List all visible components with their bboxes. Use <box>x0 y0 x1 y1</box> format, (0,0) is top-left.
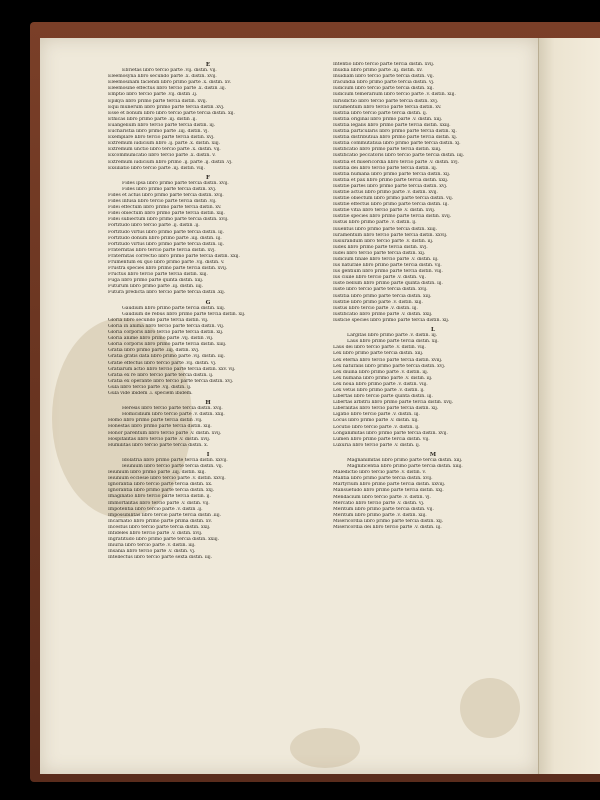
index-entry: Extremum unctio libro tercio parte .x. distin. vij. <box>108 147 221 153</box>
index-entry: Iurisdictio libro tercio parte tercia distin. xvj. <box>333 98 439 104</box>
index-entry: Gratia ex re libro tercio parte tercia distin. ij. <box>108 372 214 378</box>
index-entry: Fidei obiectum libro primo parte tercia distin. xiij. <box>108 211 225 217</box>
index-entry: Iustitie partes libro primo parte tercia distin. xvj. <box>333 183 448 189</box>
index-entry: Ius naturale libro primo parte tercia distin. vij. <box>333 263 442 269</box>
index-entry: Malitia libro primo parte tercia distin. xvij. <box>333 476 433 482</box>
index-entry: Liberalitas libro tercio parte tercia distin. xij. <box>333 406 439 412</box>
index-entry: Iracundia libro primo parte tercia distin. vj. <box>333 80 435 86</box>
index-entry: Impossibilitas libro tercio parte tercia distin .iiij. <box>108 512 221 518</box>
index-entry: Iustitia et misericordia libro tercio parte .v. distin. xvj. <box>333 159 459 165</box>
index-entry: Intellectus libro tercio parte sexta distin. iiij. <box>108 555 213 561</box>
facing-page-edge <box>538 38 600 774</box>
index-entry: Iustus libro primo parte .v. distin. ij. <box>333 220 417 226</box>
index-entry: Ieiunium libro tercio parte tercia distin. vij. <box>122 464 224 469</box>
foxing-stain <box>290 728 360 768</box>
index-entry: Gloria anime libro primo parte .vij. distin .vij. <box>108 336 214 342</box>
index-entry: Hospitalitas libro tercio parte .v. distin. xvij. <box>108 436 211 442</box>
index-entry: Lex eterna libro tercio parte tercia distin. xviij. <box>333 357 443 363</box>
index-entry: Ius gentium libro primo parte tercia distin. viij. <box>333 269 443 275</box>
index-entry: Ieiunium libro primo parte .iiij. distin. xiij. <box>108 470 206 476</box>
index-entry: Libertas libro tercio parte quinta distin. iij. <box>333 394 433 400</box>
index-entry: Iustitie obiectum libro primo parte tercia distin. vij. <box>333 196 454 202</box>
index-entry: Maledictio libro tercio parte .v. distin. v. <box>333 470 426 476</box>
index-entry: Iudicium libro tercio parte tercia distin. xij. <box>333 86 434 92</box>
section-letter: F <box>206 174 210 181</box>
index-entry: Laus dei libro tercio parte .v. distin. viij. <box>333 345 426 351</box>
index-entry: Longanimitas libro primo parte tercia distin. xvij. <box>333 430 448 436</box>
index-entry: Iustitia humana libro primo parte tercia distin. xij. <box>333 171 451 177</box>
index-entry: Epikya libro primo parte tercia distin. xvij. <box>108 98 208 104</box>
index-entry: Exsiliatio libro tercio parte .iij. distin. viij. <box>108 165 205 171</box>
index-entry: Fortitudo donum libro primo parte .iiij. distin. iij. <box>108 235 222 241</box>
index-entry: Libertas arbitrii libro primo parte tercia distin. xvij. <box>333 400 454 406</box>
index-entry: Iuramentum libro tercio parte tercia distin. xv. <box>333 104 442 110</box>
index-entry: Infideles libro tercio parte .v. distin. xvij. <box>108 531 203 537</box>
index-entry: Iudicium temerarium libro tercio parte .v. distin. xiij. <box>333 92 456 98</box>
index-entry: Locus libro primo parte .v. distin. xij. <box>333 418 419 424</box>
index-entry: Emptio libro tercio parte .vij. distin .ij. <box>108 92 198 98</box>
index-entry: Misericordia dei libro tercio parte .v. distin. iij. <box>333 525 442 531</box>
index-entry: Incarnatio libro primo parte prima distin. xv. <box>108 518 212 524</box>
index-entry: Gratiarum actio libro tercio parte tercia distin. xxv. vij. <box>108 366 236 372</box>
index-entry: Humilitas libro tercio parte tercia distin. x. <box>108 442 209 448</box>
index-entry: Excommunicatio libro tercio parte .x. distin. v. <box>108 153 216 159</box>
index-entry: Ethicas libro primo parte .iij. distin .ij. <box>108 116 197 122</box>
index-entry: Fructus libro tercio parte tercia distin. xiij. <box>108 272 208 278</box>
index-entry: Meritum libro primo parte .v. distin. xiij. <box>333 512 427 518</box>
index-entry: Gratia gratis data libro primo parte .vij. distin. iiij. <box>108 354 225 360</box>
index-entry: Eleemosine effectus libro tercio parte .x. distin .iij. <box>108 86 227 92</box>
index-entry: Imaginatio libro tercio parte tercia distin. ij. <box>108 494 211 500</box>
index-entry: Euangelium libro tercio parte tercia distin. iij. <box>108 122 216 128</box>
index-entry: Iuste libro tercio parte tercia distin. xvij. <box>333 287 428 293</box>
section-letter: H <box>205 400 211 407</box>
index-entry: Iustitie vitia libro tercio parte .v. distin. xvij. <box>333 208 436 214</box>
index-entry: Gula libro tercio parte .vij. distin. ij. <box>108 384 192 390</box>
index-entry: Lex diuina libro primo parte .v. distin. iij. <box>333 369 429 375</box>
index-entry: Iudicium finale libro tercio parte .v. distin. iij. <box>333 257 439 262</box>
index-entry: Ingratitudo libro primo parte tercia distin. xxiij. <box>108 537 220 543</box>
index-entry: Ignorantia libro tercio parte tercia distin. xx. <box>108 482 213 488</box>
section-letter: I <box>206 451 210 458</box>
index-entry: Iustificatio peccatoris libro tercio parte tercia distin. iiij. <box>333 153 465 159</box>
index-entry: Ligatio libro tercio parte .v. distin. iij. <box>333 412 420 418</box>
index-entry: Gloria corporis libro primo parte tercia distin. xiiij. <box>108 342 227 348</box>
index-entry: Gaudium de rebus libro primo parte tercia distin. xij. <box>122 311 246 317</box>
index-entry: Extremum iudicium libro .ij. parte .x. distin. xiij. <box>108 141 221 147</box>
index-entry: Gratie effectus libro tercio parte .vij. distin. vj. <box>108 360 217 366</box>
index-entry: Iustitie species libro primo parte tercia distin. xvij. <box>333 214 452 220</box>
index-entry: Lex libro primo parte tercia distin. xiij. <box>333 351 424 357</box>
index-entry: Frustra species libro primo parte tercia distin. xvij. <box>108 266 228 272</box>
index-entry: Magnanimitas libro primo parte tercia distin. xiij. <box>347 458 463 463</box>
index-entry: Meritum libro primo parte tercia distin. vij. <box>333 506 434 512</box>
index-entry: Iniuria libro tercio parte .v. distin. iiij. <box>108 543 196 549</box>
index-entry: Inuidia libro primo parte .iij. distin. xv. <box>333 68 423 74</box>
index-entry: Lex noua libro primo parte .v. distin. viij. <box>333 381 428 387</box>
section-letter: M <box>429 451 437 458</box>
index-entry: Iudex libro primo parte tercia distin. xvj. <box>333 244 428 250</box>
index-entry: Iustitie libro primo parte .v. distin. xiij. <box>333 299 423 305</box>
index-entry: Eucharistia libro primo parte .iiij. distin. vj. <box>108 129 209 135</box>
index-entry: Gloria in anima libro tercio parte tercia distin. vij. <box>108 323 225 329</box>
index-entry: Idolatria libro primo parte tercia distin. xxvij. <box>122 457 228 463</box>
index-entry: Equi munerum libro primo parte tercia distin .xvj. <box>108 104 225 110</box>
index-entry: Gloria libro secundo parte tercia distin. vij. <box>108 317 209 323</box>
index-entry: Homicidium libro tercio parte .v. distin. xxij. <box>122 412 225 418</box>
index-entry: Iuuentus libro primo parte tercia distin. xiiij. <box>333 226 437 232</box>
index-entry: Iustificatio libro primo parte tercia distin. xiiij. <box>333 147 442 153</box>
index-entry: Inuidiam libro tercio parte tercia distin. vij. <box>333 74 435 80</box>
index-entry: Incestus libro tercio parte tercia distin. xxij. <box>108 524 211 530</box>
index-entry: Iustitia original libro primo parte .v. distin. xiij. <box>333 116 443 122</box>
index-entry: Fortitudo virtus libro primo parte tercia distin. iij. <box>108 241 224 247</box>
index-entry: Ius ciuile libro tercio parte .v. distin. vij. <box>333 275 426 281</box>
index-entry: Ieiunium ecclesie libro tercio parte .v. distin. xxvij. <box>108 476 226 482</box>
index-entry: Immortalitas libro tercio parte .v. distin. vij. <box>108 500 210 506</box>
index-entry: Iustitia legalis libro primo parte tercia distin. xxiij. <box>333 122 451 128</box>
index-column-left <box>108 62 308 562</box>
index-entry: Impotentia libro tercio parte .v. distin .ij. <box>108 506 203 512</box>
index-entry: Iustitia distributiua libro primo parte tercia distin. xj. <box>333 135 458 141</box>
index-entry: Iustitia libro tercio parte tercia distin. ij. <box>333 110 428 116</box>
index-entry: Honor parentum libro tercio parte .v. distin. xvij. <box>108 430 222 436</box>
index-entry: Ignorantia libro primo parte tercia distin. xxj. <box>108 488 215 494</box>
index-entry: Lex naturalis libro primo parte tercia distin. xvj. <box>333 363 446 369</box>
index-entry: Iustus libro tercio parte .v. distin. iij. <box>333 305 418 311</box>
index-entry: Lumen libro primo parte tercia distin. vij. <box>333 436 430 442</box>
index-entry: Intentio libro tercio parte tercia distin. xvij. <box>333 62 435 67</box>
index-entry: Gula vide ibidem .i. speciem ibidem. <box>108 390 193 396</box>
index-entry: Eleemosyna libro secundo parte .x. distin. xvij. <box>108 74 217 80</box>
index-entry: Fidei subiectum libro primo parte tercia distin. xvij. <box>108 217 229 223</box>
index-column-right <box>333 62 533 531</box>
index-entry: Iuste bellum libro primo parte quinta distin. iij. <box>333 281 443 287</box>
index-entry: Futurum libro primo parte .iij. distin. iiij. <box>108 284 204 290</box>
index-entry: Frumentum ex quo libro primo parte .vij. distin. v. <box>108 260 225 265</box>
index-entry: Futura predicta libro tercio parte tercia distin .xij. <box>108 290 226 296</box>
index-entry: Misericordia libro primo parte tercia distin. xij. <box>333 518 444 524</box>
index-entry: Extremum iudicium libro primo .ij. parte .ij. distin .vj. <box>108 159 233 165</box>
index-entry: Gratia libro primo parte .iiij. distin. xvj. <box>108 348 200 354</box>
index-entry: Fidei effectum libro primo parte tercia distin. xv. <box>108 205 222 211</box>
index-entry: Eleemosinam faciendi libro primo parte .x. distin. xv. <box>108 80 231 86</box>
index-entry: Luxuria libro tercio parte .v. distin. ij. <box>333 442 421 448</box>
section-letter: E <box>205 62 211 68</box>
index-entry: Exemplare libro tercio parte tercia distin. xvj. <box>108 135 215 141</box>
index-entry: Locutio libro tercio parte .v. distin. ij. <box>333 424 420 430</box>
index-entry: Ebrietas libro tercio parte .vij. distin. vij. <box>122 68 217 74</box>
section-letter: G <box>205 299 211 306</box>
index-entry: Iustitia libro primo parte tercia distin. xiij. <box>333 293 432 299</box>
index-entry: Iustitia dei libro tercio parte tercia distin. iij. <box>333 165 438 171</box>
index-entry: Fortitudo virtus libro primo parte tercia distin. iij. <box>108 229 224 235</box>
section-letter: L <box>431 327 435 334</box>
index-entry: Mendacium libro tercio parte .v. distin. vj. <box>333 494 431 500</box>
index-entry: Iusticie species libro primo parte tercia distin. xij. <box>333 317 450 323</box>
index-entry: Esse et bonum libro libro tercio parte tercia distin. xij. <box>108 110 235 116</box>
index-entry: Iustitie effectus libro primo parte tercia distin. iij. <box>333 202 449 208</box>
index-entry: Fides ipsa libro primo parte tercia distin. xvij. <box>122 180 229 186</box>
index-entry: Fuga libro primo parte quinta distin. xiij. <box>108 278 204 284</box>
index-entry: Iudei libro tercio parte tercia distin. xij. <box>333 250 426 256</box>
index-entry: Fides libro primo parte tercia distin. xvj. <box>122 186 217 192</box>
index-entry: Honestas libro primo parte tercia distin. xiij. <box>108 424 212 430</box>
index-entry: Homo libro primo parte tercia distin .vij. <box>108 418 203 424</box>
index-entry: Lex vetus libro primo parte .v. distin. ij. <box>333 387 425 393</box>
index-entry: Iustitie actus libro primo parte .v. distin. xvij. <box>333 189 438 195</box>
index-entry: Gratia ex operante libro tercio parte tercia distin. xvj. <box>108 378 234 384</box>
index-entry: Martyrium libro primo parte tercia distin. xxviij. <box>333 482 446 488</box>
index-entry: Fides et actus libro primo parte tercia distin. xvij. <box>108 192 224 198</box>
index-entry: Insania libro tercio parte .v. distin. vj. <box>108 549 196 555</box>
index-entry: Mercatio libro tercio parte .v. distin. vj. <box>333 500 425 506</box>
index-entry: Heresis libro tercio parte tercia distin. xvij. <box>122 406 223 412</box>
index-entry: Gloria corporis libro tercio parte tercia distin. xij. <box>108 330 224 336</box>
index-entry: Fraternitas libro tercio parte tercia distin. xvj. <box>108 247 216 253</box>
index-entry: Iuramentum libro tercio parte tercia distin. xxvij. <box>333 232 448 238</box>
foxing-stain <box>460 678 520 738</box>
index-entry: Fortitudo libro tercio parte .ij. distin .ij. <box>108 223 200 229</box>
index-entry: Largitas libro primo parte .v. distin. iij. <box>347 333 438 339</box>
index-entry: Lex humana libro primo parte .v. distin. iij. <box>333 375 433 381</box>
index-entry: Magnificentia libro primo parte tercia distin. xiiij. <box>347 464 463 470</box>
index-entry: Iustitia et pax libro primo parte tercia distin. xxij. <box>333 177 449 183</box>
index-entry: Fraternitas correctio libro primo parte tercia distin. xxij. <box>108 253 240 259</box>
index-entry: Iustitia commutatiua libro primo parte tercia distin. xj. <box>333 141 461 147</box>
index-entry: Iustificatio libro primo parte .v. distin. xxij. <box>333 311 433 317</box>
index-entry: Fides infusa libro tercio parte tercia distin .vij. <box>108 199 217 205</box>
index-entry: Iustitia particularis libro primo parte tercia distin. xj. <box>333 129 457 135</box>
index-entry: Laus libro primo parte tercia distin. xij. <box>347 339 439 345</box>
index-entry: Iusiurandum libro tercio parte .v. distin. iij. <box>333 238 434 244</box>
index-entry: Mansuetudo libro primo parte tercia distin. xxj. <box>333 488 444 494</box>
index-entry: Gaudium libro primo parte tercia distin. xiij. <box>122 305 226 311</box>
